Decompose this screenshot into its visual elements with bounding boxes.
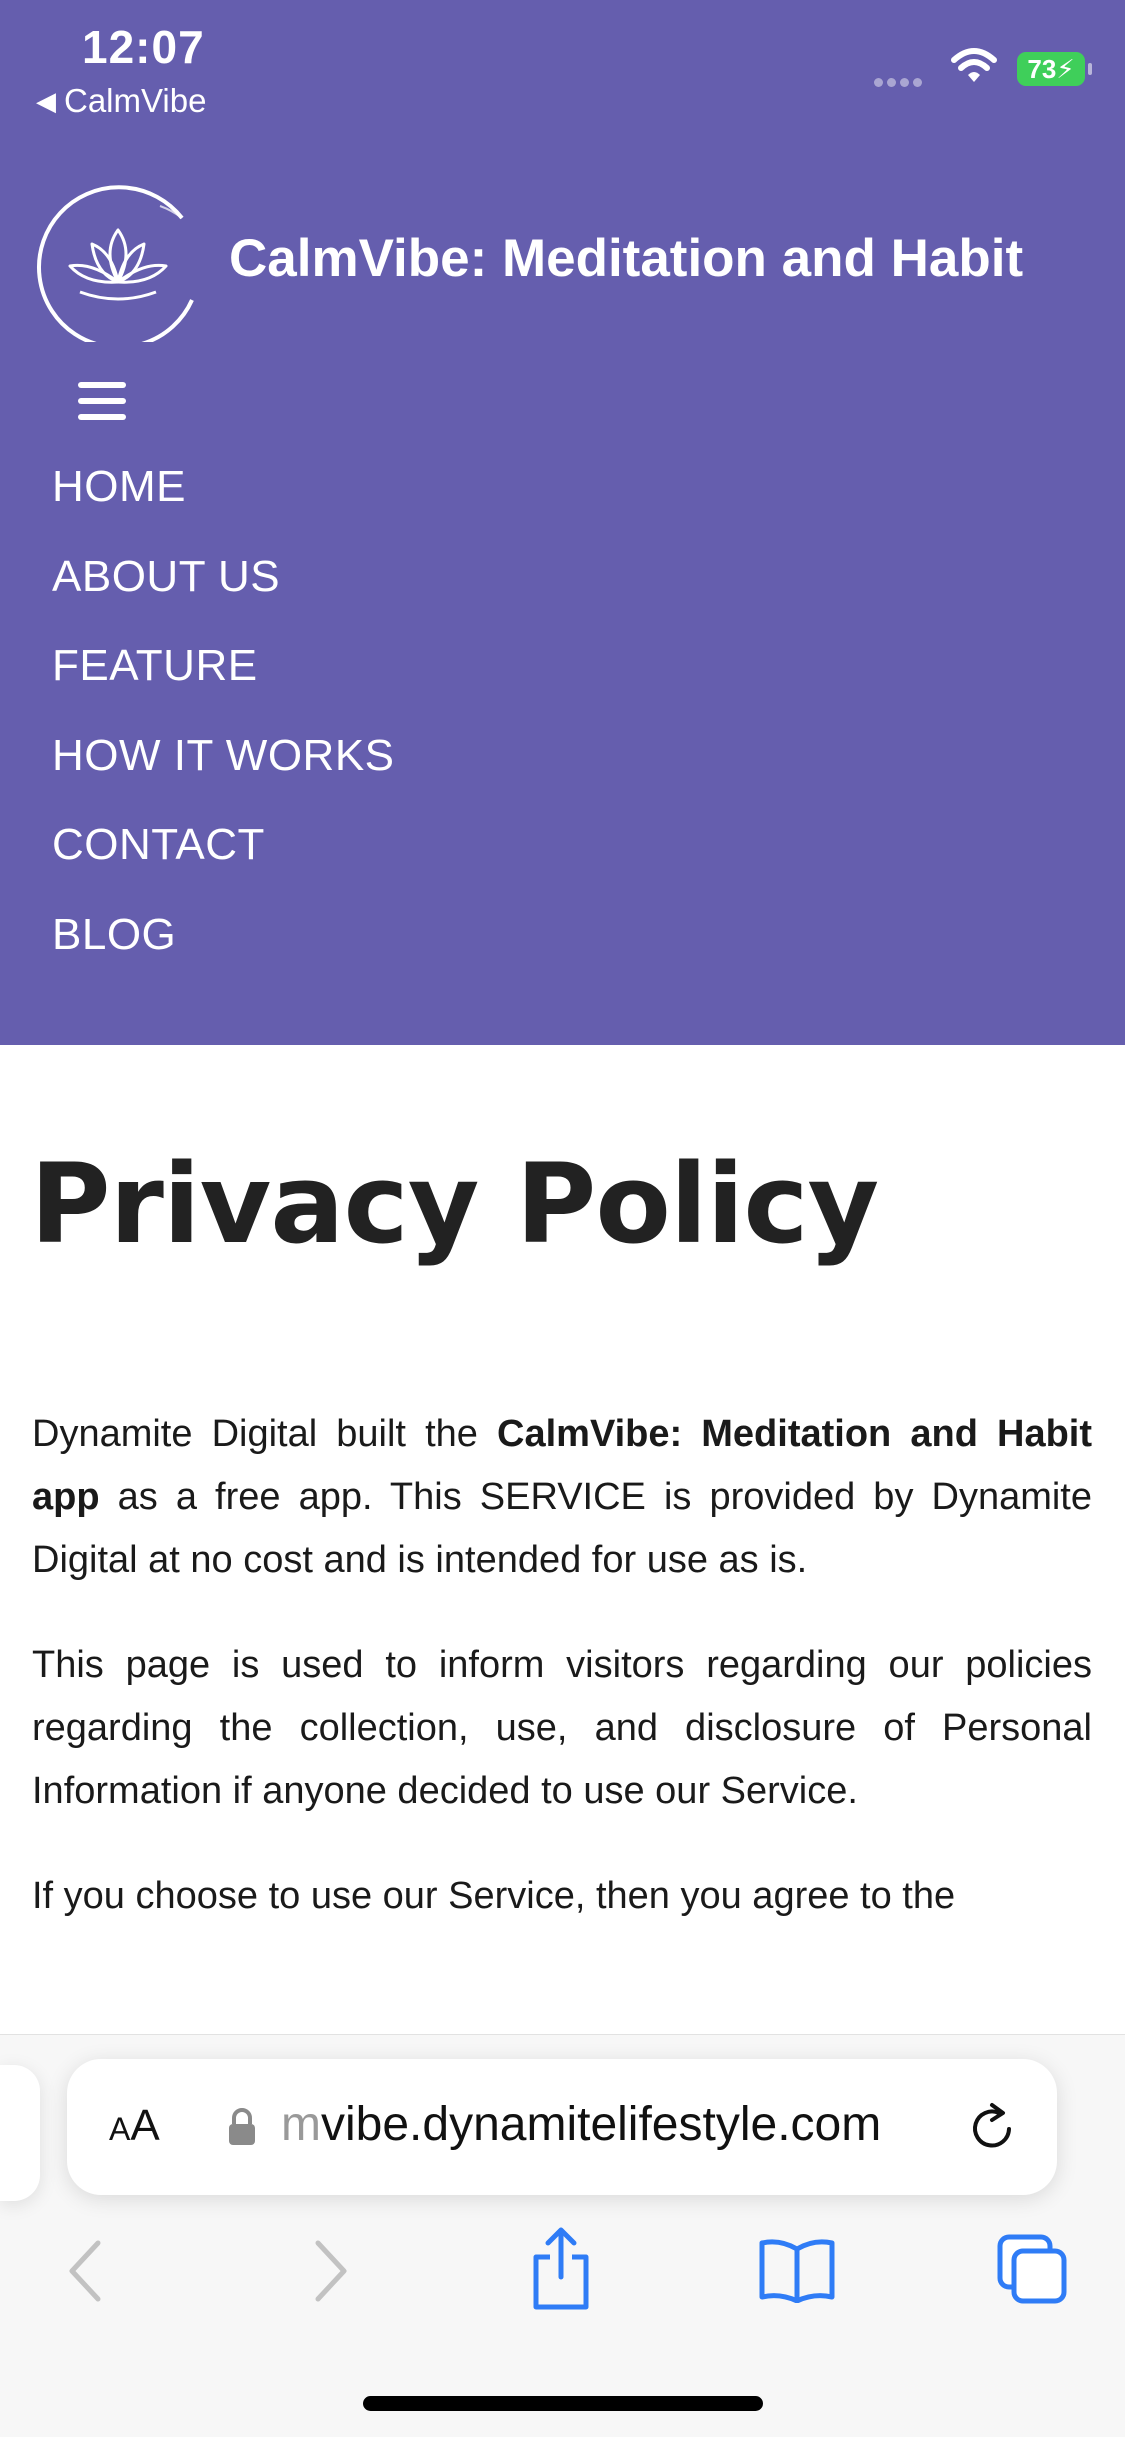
tabs-icon[interactable]: [996, 2233, 1070, 2307]
site-header: [0, 0, 1125, 1045]
policy-paragraph: If you choose to use our Service, then you agree to the: [32, 1875, 956, 1917]
url-fade: m: [281, 2098, 321, 2151]
policy-paragraph: [32, 1403, 1092, 1592]
nav-item-feature[interactable]: FEATURE: [52, 641, 258, 690]
aa-small: A: [109, 2111, 131, 2147]
url-main: vibe.dynamitelifestyle.com: [320, 2098, 882, 2151]
calmvibe-logo[interactable]: [32, 182, 204, 342]
previous-tab-edge[interactable]: [0, 2065, 40, 2201]
nav-item-blog[interactable]: BLOG: [52, 909, 177, 959]
aa-large: A: [130, 2101, 160, 2150]
url-text[interactable]: [281, 2097, 881, 2152]
page-settings-button[interactable]: [109, 2101, 160, 2151]
browser-chrome: [0, 2034, 1125, 2437]
back-to-app-link[interactable]: [36, 82, 206, 120]
paragraph-text: Dynamite Digital built the: [32, 1413, 478, 1455]
wifi-icon: [951, 48, 997, 84]
brand-title[interactable]: CalmVibe: Meditation and Habit: [229, 229, 1024, 288]
nav-item-about-us[interactable]: ABOUT US: [52, 551, 281, 601]
battery-level: 73: [1027, 54, 1057, 84]
back-triangle-icon: ◀: [36, 86, 56, 116]
reload-icon[interactable]: [965, 2099, 1021, 2155]
cellular-signal-icon: [874, 74, 930, 84]
nav-item-home[interactable]: HOME: [52, 462, 186, 511]
nav-item-how-it-works[interactable]: HOW IT WORKS: [52, 730, 395, 780]
lock-icon: [227, 2107, 257, 2147]
address-bar[interactable]: [67, 2059, 1057, 2195]
policy-content: [32, 1403, 1092, 1970]
home-indicator[interactable]: [363, 2396, 763, 2411]
policy-paragraph: This page is used to inform visitors regarding our policies regarding the collection, use, and disclosure of Personal Information if anyone decided to use our Service.: [32, 1644, 1092, 1812]
back-app-label: CalmVibe: [64, 82, 207, 119]
forward-chevron-icon[interactable]: [304, 2231, 354, 2311]
nav-item-contact[interactable]: CONTACT: [52, 820, 265, 869]
bookmarks-icon[interactable]: [758, 2237, 836, 2303]
status-time: 12:07: [82, 21, 205, 73]
hamburger-menu-icon[interactable]: [78, 382, 126, 426]
page-title: Privacy Policy: [30, 1140, 879, 1268]
battery-indicator: [1017, 52, 1085, 86]
charging-bolt-icon: ⚡: [1056, 54, 1075, 84]
share-icon[interactable]: [528, 2225, 594, 2313]
main-nav: [52, 462, 395, 999]
app-name-bold: CalmVibe: Meditation and Habit app: [32, 1413, 1092, 1518]
paragraph-text: as a free app. This SERVICE is provided by Dynamite Digital at no cost and is intended for use as is.: [32, 1476, 1093, 1581]
back-chevron-icon[interactable]: [62, 2231, 112, 2311]
browser-toolbar: [0, 2231, 1125, 2341]
status-indicators: [825, 48, 1085, 88]
